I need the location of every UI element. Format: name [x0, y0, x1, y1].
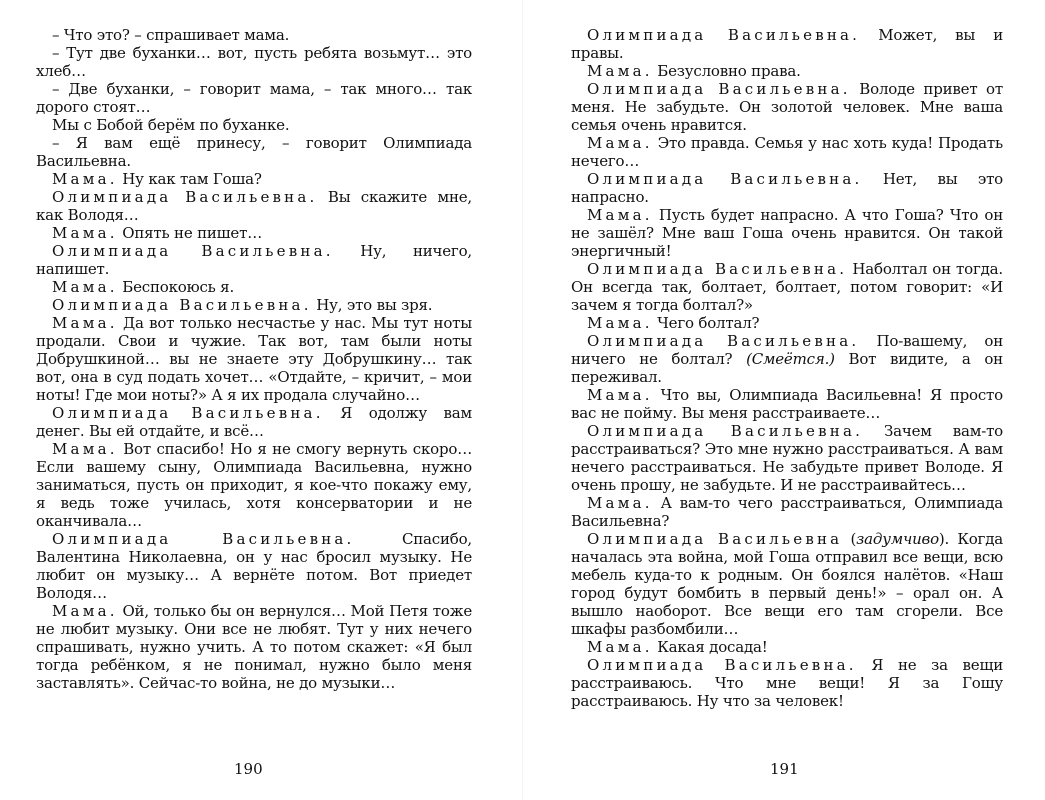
- paragraph-text: Может, вы и правы.: [571, 26, 1004, 62]
- paragraph: [36, 440, 472, 530]
- speaker-name: Олимпиада Васильевна.: [587, 80, 851, 98]
- paragraph-text: – Тут две буханки… вот, пусть ребята возьмут… это хлеб…: [36, 44, 472, 80]
- page-number-left: 190: [234, 760, 263, 778]
- paragraph-text: Беспокоюсь я.: [117, 278, 235, 296]
- paragraph-text: – Что это? – спрашивает мама.: [52, 26, 290, 44]
- speaker-name: Мама.: [52, 602, 118, 620]
- speaker-name: Олимпиада Васильевна.: [587, 656, 857, 674]
- paragraph-text: По-вашему, он ничего не болтал?: [571, 332, 1003, 368]
- paragraph-text: (: [842, 530, 857, 548]
- paragraph: [36, 224, 472, 242]
- left-page: [36, 26, 472, 692]
- paragraph: [571, 494, 1003, 530]
- speaker-name: Олимпиада Васильевна.: [587, 260, 848, 278]
- paragraph-text: Зачем вам-то расстраиваться? Это мне нужно расстраиваться. А вам нечего расстраиваться. Не забудьте привет Володе. Я очень прошу, не забудьте. И не расстраивайтесь…: [571, 422, 1003, 494]
- paragraph: [36, 278, 472, 296]
- paragraph: [571, 62, 1003, 80]
- paragraph-text: Это правда. Семья у нас хоть куда! Продать нечего…: [571, 134, 1003, 170]
- paragraph-text: Спасибо, Валентина Николаевна, он у нас бросил музыку. Не любит он музыку… А вернёте потом. Вот приедет Володя…: [36, 530, 472, 602]
- speaker-name: Олимпиада Васильевна.: [587, 170, 863, 188]
- speaker-name: Олимпиада Васильевна: [587, 530, 843, 548]
- paragraph-text: Володе привет от меня. Не забудьте. Он золотой человек. Мне ваша семья очень нравится.: [571, 80, 1003, 134]
- left-page-text: [36, 26, 472, 692]
- paragraph: [36, 242, 472, 278]
- paragraph: [36, 188, 472, 224]
- paragraph-text-continued: Вот видите, а он переживал.: [571, 350, 1003, 386]
- speaker-name: Мама.: [587, 62, 653, 80]
- right-page-text: [571, 26, 1003, 710]
- paragraph: [36, 170, 472, 188]
- paragraph: [571, 332, 1003, 386]
- paragraph: [571, 386, 1003, 422]
- speaker-name: Мама.: [587, 638, 653, 656]
- paragraph: [571, 638, 1003, 656]
- paragraph-text: Я одолжу вам денег. Вы ей отдайте, и всё…: [36, 404, 472, 440]
- speaker-name: Мама.: [52, 170, 118, 188]
- paragraph-text: Что вы, Олимпиада Васильевна! Я просто вас не пойму. Вы меня расстраиваете…: [571, 386, 1003, 422]
- book-gutter: [522, 0, 523, 800]
- speaker-name: Олимпиада Васильевна.: [587, 422, 864, 440]
- paragraph: [36, 134, 472, 170]
- paragraph: [36, 296, 472, 314]
- paragraph-text: Ну, ничего, напишет.: [36, 242, 472, 278]
- paragraph-text: Какая досада!: [652, 638, 768, 656]
- paragraph-text: Мы с Бобой берём по буханке.: [52, 116, 290, 134]
- paragraph: [571, 314, 1003, 332]
- paragraph: [571, 170, 1003, 206]
- paragraph-text: Ну как там Гоша?: [117, 170, 262, 188]
- paragraph: [571, 656, 1003, 710]
- paragraph-text: А вам-то чего расстраиваться, Олимпиада Васильевна?: [571, 494, 1003, 530]
- paragraph: [36, 26, 472, 44]
- paragraph-text: Опять не пишет…: [117, 224, 263, 242]
- paragraph: [571, 422, 1003, 494]
- paragraph: [571, 80, 1003, 134]
- speaker-name: Мама.: [52, 278, 118, 296]
- paragraph: [571, 134, 1003, 170]
- paragraph-text: Я не за вещи расстраиваюсь. Что мне вещи! Я за Гошу расстраиваюсь. Ну что за человек!: [571, 656, 1003, 710]
- speaker-name: Олимпиада Васильевна.: [52, 242, 334, 260]
- paragraph: [36, 44, 472, 80]
- paragraph-text-continued: ). Когда началась эта война, мой Гоша отправил все вещи, всю мебель куда-то к родным. Он боялся налётов. «Наш город будут бомбить в первый день!» – орал он. А вышло наоборот. Все вещи его там сгорели. Все шкафы разбомбили…: [571, 530, 1003, 638]
- paragraph: [571, 206, 1003, 260]
- paragraph: [36, 404, 472, 440]
- paragraph: [36, 80, 472, 116]
- speaker-name: Мама.: [52, 440, 118, 458]
- stage-direction: задумчиво: [856, 530, 939, 548]
- paragraph-text: Ой, только бы он вернулся… Мой Петя тоже не любит музыку. Они все не любят. Тут у них нечего спрашивать, нужно учить. А то потом скажет: «Я был тогда ребёнком, я не понимал, нужно было меня заставлять». Сейчас-то война, не до музыки…: [36, 602, 472, 692]
- speaker-name: Олимпиада Васильевна.: [52, 188, 318, 206]
- paragraph-text: Нет, вы это напрасно.: [571, 170, 1004, 206]
- paragraph-text: Пусть будет напрасно. А что Гоша? Что он не зашёл? Мне ваш Гоша очень нравится. Он такой энергичный!: [571, 206, 1003, 260]
- paragraph-text: Ну, это вы зря.: [311, 296, 433, 314]
- paragraph-text: Вы скажите мне, как Володя…: [36, 188, 472, 224]
- speaker-name: Олимпиада Васильевна.: [587, 332, 860, 350]
- paragraph-text: Да вот только несчастье у нас. Мы тут ноты продали. Свои и чужие. Так вот, там были ноты Добрушкиной… вы не знаете эту Добрушкину… так вот, она в суд подать хочет… «Отдайте, – кричит, – мои ноты! Где мои ноты?» А я их продала случайно…: [36, 314, 472, 404]
- speaker-name: Олимпиада Васильевна.: [52, 296, 312, 314]
- page-number-right: 191: [770, 760, 799, 778]
- speaker-name: Мама.: [587, 386, 653, 404]
- paragraph: [571, 260, 1003, 314]
- paragraph-text: – Я вам ещё принесу, – говорит Олимпиада Васильевна.: [36, 134, 472, 170]
- paragraph: [36, 314, 472, 404]
- paragraph-text: Вот спасибо! Но я не смогу вернуть скоро… Если вашему сыну, Олимпиада Васильевна, нужно заниматься, пусть он приходит, я кое-что покажу ему, я ведь тоже училась, хотя консерватории и не оканчивала…: [36, 440, 472, 530]
- stage-direction: (Смеётся.): [746, 350, 835, 368]
- speaker-name: Мама.: [587, 494, 653, 512]
- speaker-name: Олимпиада Васильевна.: [52, 404, 324, 422]
- paragraph-text: Наболтал он тогда. Он всегда так, болтает, болтает, потом говорит: «И зачем я тогда болтал?»: [571, 260, 1003, 314]
- paragraph-text: – Две буханки, – говорит мама, – так много… так дорого стоят…: [36, 80, 472, 116]
- speaker-name: Олимпиада Васильевна.: [587, 26, 861, 44]
- paragraph: [36, 602, 472, 692]
- paragraph-text: Безусловно права.: [652, 62, 801, 80]
- right-page: [571, 26, 1003, 710]
- speaker-name: Мама.: [52, 224, 118, 242]
- speaker-name: Мама.: [52, 314, 118, 332]
- paragraph: [36, 116, 472, 134]
- paragraph: [571, 26, 1003, 62]
- speaker-name: Мама.: [587, 206, 653, 224]
- speaker-name: Мама.: [587, 134, 653, 152]
- paragraph: [571, 530, 1003, 638]
- paragraph-text: Чего болтал?: [652, 314, 760, 332]
- speaker-name: Олимпиада Васильевна.: [52, 530, 355, 548]
- paragraph: [36, 530, 472, 602]
- speaker-name: Мама.: [587, 314, 653, 332]
